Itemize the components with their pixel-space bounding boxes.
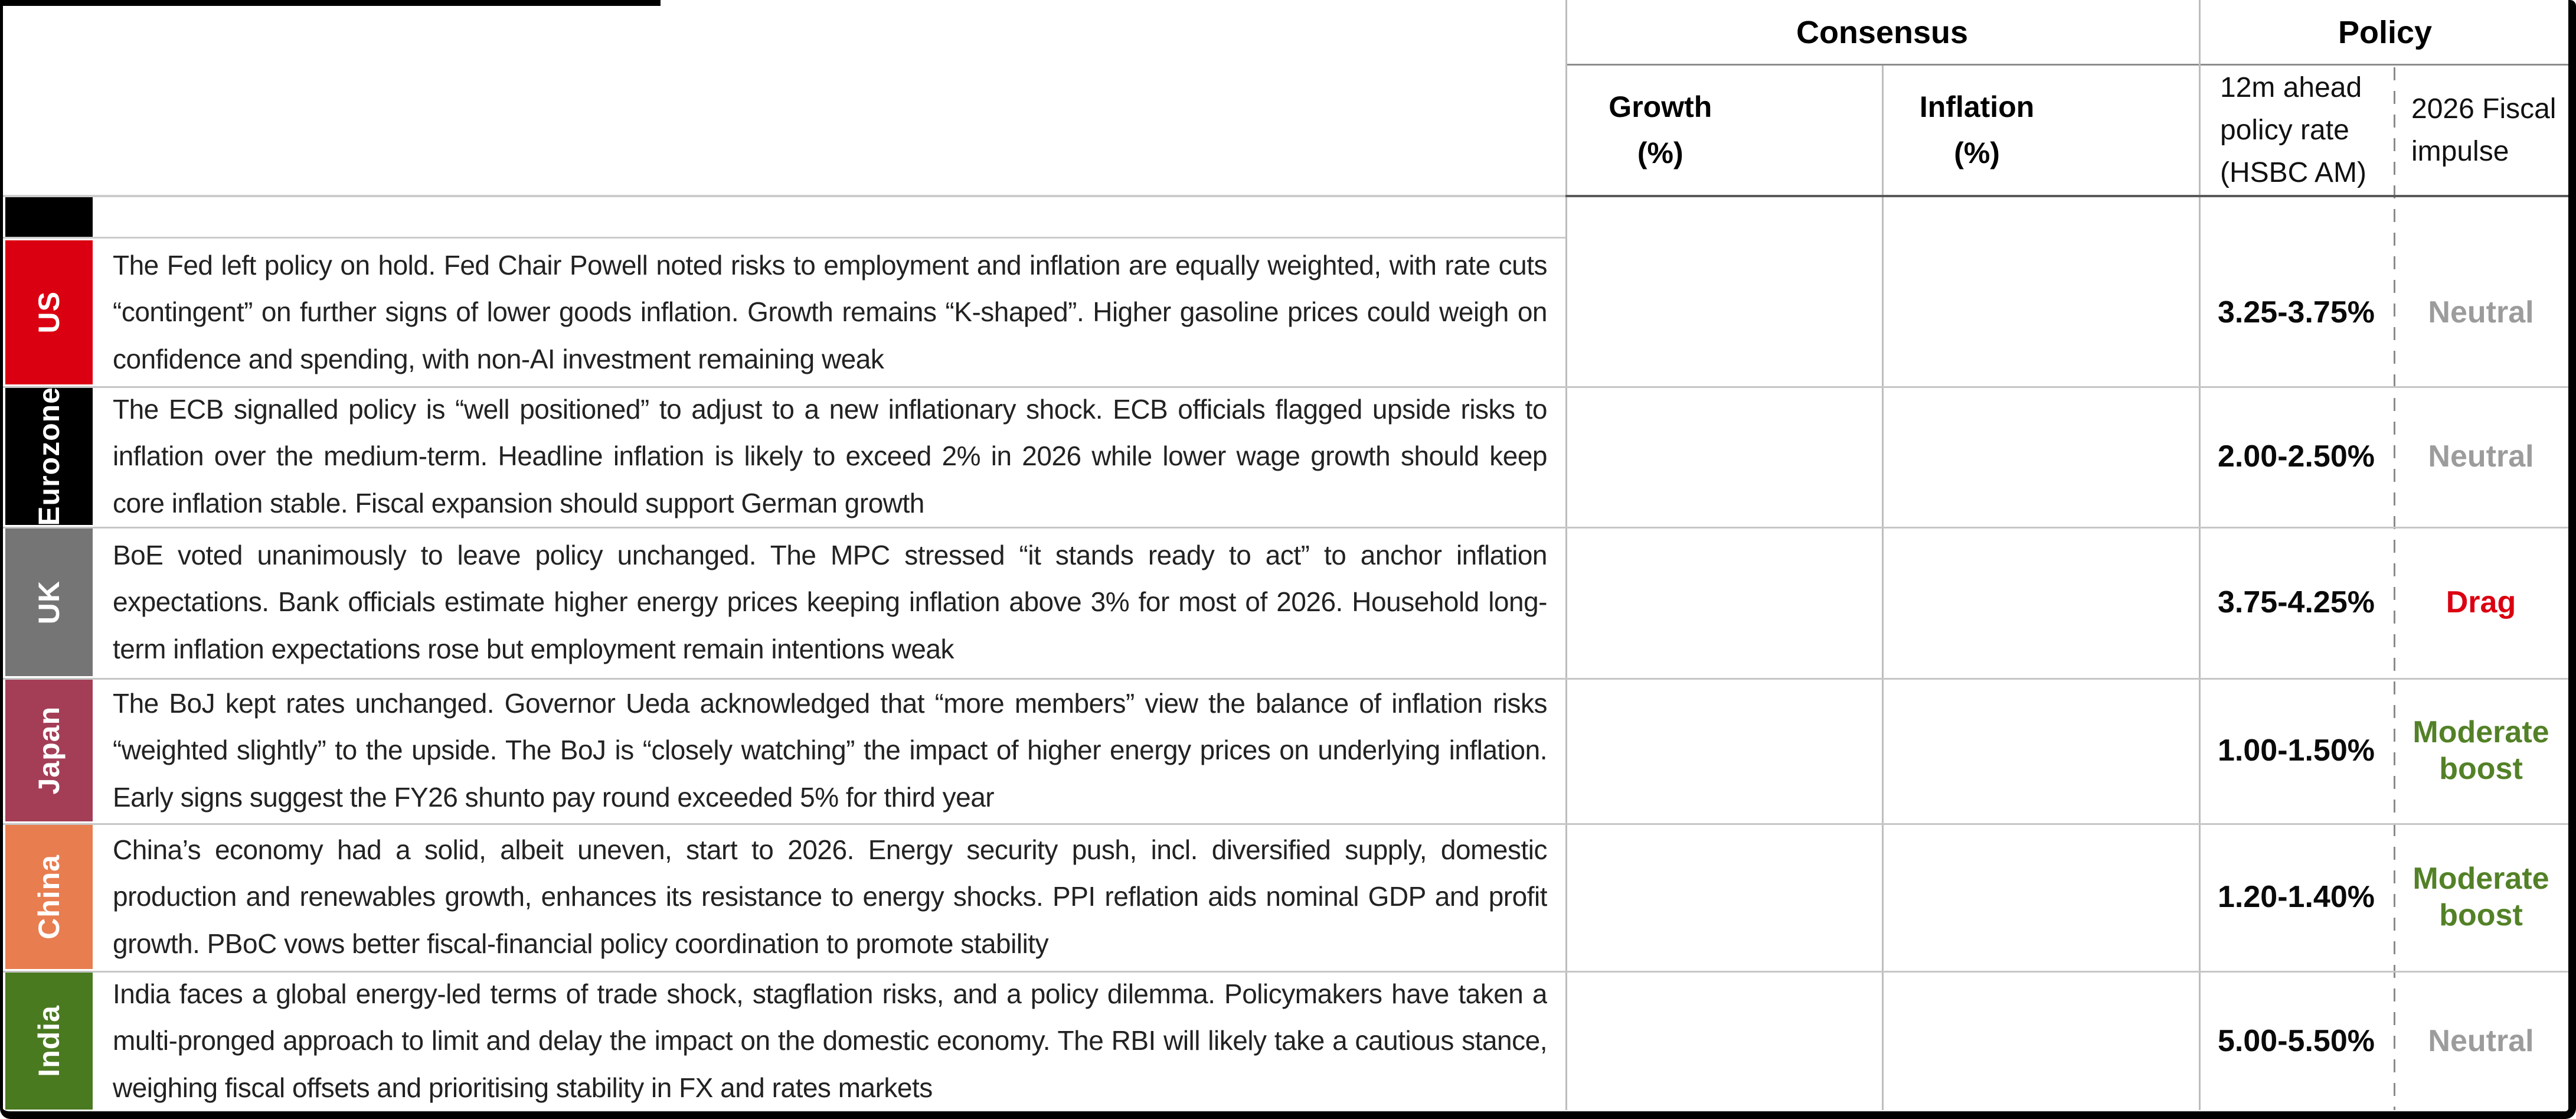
table-row-japan — [3, 678, 2568, 825]
policy-rate-value: 3.75-4.25% — [2218, 585, 2375, 619]
table-row-eurozone — [3, 386, 2568, 528]
fiscal-impulse-column-header: 2026 Fiscal impulse — [2411, 93, 2557, 167]
region-label: US — [32, 291, 66, 334]
region-label: China — [32, 854, 66, 939]
top-border-segment — [3, 0, 661, 6]
policy-rate-value: 5.00-5.50% — [2218, 1024, 2375, 1058]
region-label: UK — [32, 580, 66, 625]
commentary-cell: The BoJ kept rates unchanged. Governor Ueda acknowledged that “more members” view the balance of inflation risks “weighted slightly” to the upside. The BoJ is “closely watching” the impact of higher energy prices on underlying inflation. Early signs suggest the FY26 shunto pay round exceeded 5% for third year — [113, 688, 1547, 813]
commentary-cell: The ECB signalled policy is “well positioned” to adjust to a new inflationary shock. ECB officials flagged upside risks to inflation over the medium-term. Headline inflation is likely to exceed 2% in 2026 while lower wage growth should keep core inflation stable. Fiscal expansion should support German growth — [113, 394, 1547, 518]
policy-rate-value: 3.25-3.75% — [2218, 295, 2375, 329]
growth-label: Growth — [1609, 90, 1712, 123]
commentary-cell: China’s economy had a solid, albeit uneven, start to 2026. Energy security push, incl. diversified supply, domestic production and renewables growth, enhances its resistance to energy shocks. PPI reflation aids nominal GDP and profit growth. PBoC vows better fiscal-financial policy coordination to promote stability — [113, 834, 1547, 959]
region-label-cell — [5, 240, 93, 384]
policy-section-header: Policy — [2338, 15, 2433, 50]
growth-unit: (%) — [1637, 136, 1683, 169]
region-label-cell — [5, 388, 93, 525]
policy-rate-value: 2.00-2.50% — [2218, 439, 2375, 474]
policy-rate-value: 1.00-1.50% — [2218, 733, 2375, 768]
inflation-unit: (%) — [1954, 136, 2000, 169]
region-label: Eurozone — [32, 387, 66, 526]
table-row-india — [3, 971, 2568, 1111]
table-row-uk — [3, 527, 2568, 680]
region-label: India — [32, 1005, 66, 1077]
commentary-cell: India faces a global energy-led terms of trade shock, stagflation risks, and a policy dilemma. Policymakers have taken a multi-pronged approach to limit and delay the impact on the domestic economy. The RBI will likely take a cautious stance, weighing fiscal offsets and prioritising stability in FX and rates markets — [113, 978, 1547, 1103]
table-row-us — [3, 239, 2568, 388]
region-label-cell — [5, 825, 93, 969]
inflation-label: Inflation — [1919, 90, 2035, 123]
region-label-cell — [5, 973, 93, 1110]
policy-rate-column-header: 12m ahead policy rate (HSBC AM) — [2220, 71, 2367, 188]
region-label: Japan — [32, 706, 66, 795]
fiscal-impulse-value: Neutral — [2428, 295, 2534, 329]
policy-rate-value: 1.20-1.40% — [2218, 880, 2375, 914]
blank-row — [3, 197, 2568, 239]
inflation-column-header — [1882, 66, 2199, 195]
fiscal-impulse-value: Neutral — [2428, 439, 2534, 474]
table-row-china — [3, 823, 2568, 973]
commentary-cell: The Fed left policy on hold. Fed Chair Powell noted risks to employment and inflation are equally weighted, with rate cuts “contingent” on further signs of lower goods inflation. Growth remains “K-shaped”. Higher gasoline prices could weigh on confidence and spending, with non-AI investment remaining weak — [113, 250, 1547, 374]
fiscal-impulse-value: Drag — [2446, 585, 2516, 619]
fiscal-impulse-value: Moderate boost — [2412, 861, 2549, 932]
fiscal-impulse-value: Moderate boost — [2412, 715, 2549, 786]
fiscal-impulse-value: Neutral — [2428, 1023, 2534, 1058]
region-label-cell — [5, 680, 93, 821]
consensus-section-header: Consensus — [1796, 15, 1969, 50]
growth-column-header — [1565, 66, 1882, 195]
region-label-cell — [5, 528, 93, 676]
commentary-cell: BoE voted unanimously to leave policy unchanged. The MPC stressed “it stands ready to act” to anchor inflation expectations. Bank officials estimate higher energy prices keeping inflation above 3% for most of 2026. Household long-term inflation expectations rose but employment remain intentions weak — [113, 540, 1547, 664]
blank-row-label-cell — [5, 197, 93, 237]
